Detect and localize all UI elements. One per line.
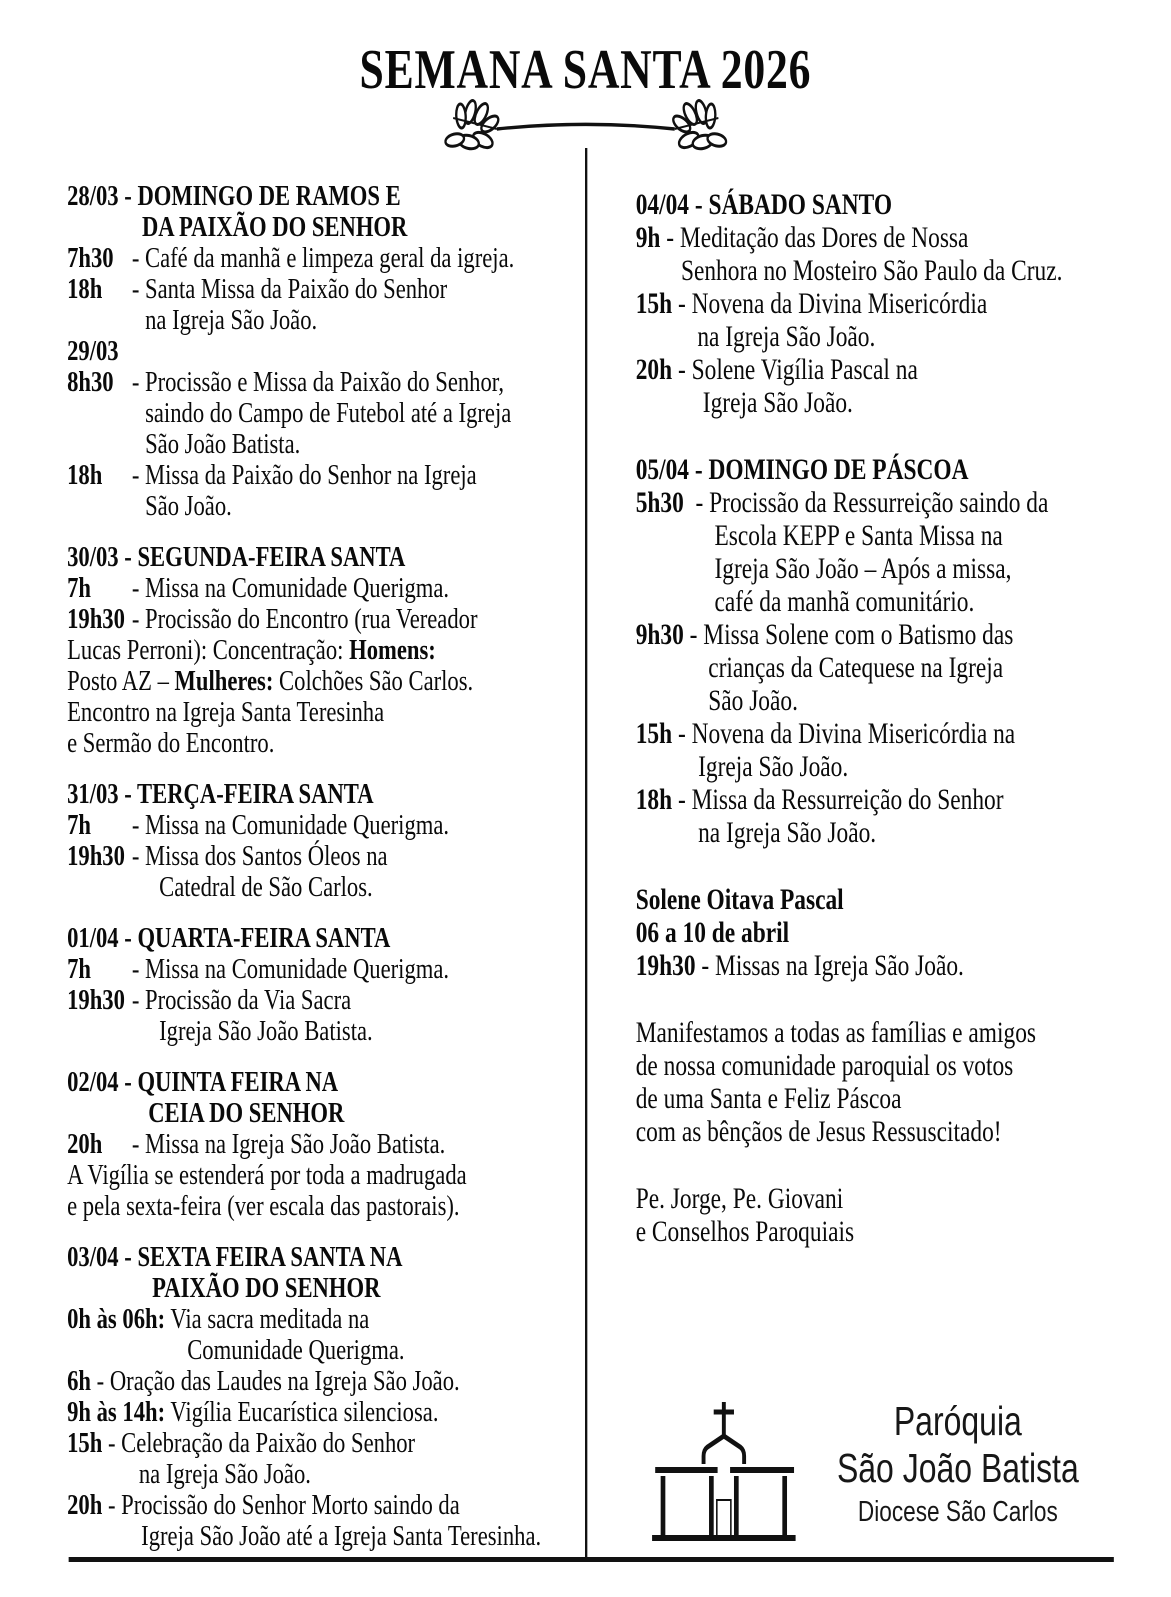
schedule-line — [67, 841, 613, 872]
schedule-line — [67, 1490, 613, 1521]
schedule-text: - Missa da Ressurreição do Senhor — [672, 783, 1004, 816]
schedule-line — [67, 1098, 613, 1129]
schedule-block — [67, 1067, 613, 1222]
schedule-line — [67, 697, 613, 728]
schedule-line — [67, 1428, 613, 1459]
schedule-line — [636, 684, 1171, 717]
schedule-time-or-heading: 7h30 — [67, 242, 114, 274]
schedule-line — [636, 320, 1171, 353]
schedule-line — [636, 1215, 1171, 1248]
schedule-text: saindo do Campo de Futebol até a Igreja — [145, 397, 512, 429]
schedule-text: Senhora no Mosteiro São Paulo da Cruz. — [680, 254, 1063, 287]
schedule-text: café da manhã comunitário. — [714, 585, 975, 618]
schedule-text: - Novena da Divina Misericórdia — [672, 287, 988, 320]
schedule-block — [67, 181, 613, 522]
schedule-time-or-heading: 02/04 - QUINTA FEIRA NA — [67, 1066, 339, 1098]
schedule-text: Igreja São João – Após a missa, — [714, 552, 1012, 585]
schedule-line — [67, 604, 613, 635]
schedule-line — [636, 552, 1171, 585]
schedule-line — [67, 573, 613, 604]
schedule-text: São João. — [708, 684, 798, 717]
schedule-text: - Café da manhã e limpeza geral da igreja. — [131, 242, 515, 274]
schedule-block — [67, 779, 613, 903]
church-icon — [646, 1396, 802, 1546]
schedule-time-or-heading: 29/03 — [67, 335, 119, 367]
bottom-rule-line — [69, 1557, 1114, 1562]
schedule-text: A Vigília se estenderá por toda a madrugada — [67, 1159, 467, 1191]
parish-name-line2: São João Batista — [836, 1445, 1079, 1491]
schedule-text: - Missa na Comunidade Querigma. — [131, 572, 450, 604]
schedule-block — [67, 542, 613, 759]
schedule-block — [67, 923, 613, 1047]
schedule-line — [67, 954, 613, 985]
schedule-time-or-heading: 15h — [635, 717, 673, 750]
schedule-time-or-heading: 9h — [635, 221, 661, 254]
schedule-time-or-heading: 19h30 — [67, 840, 125, 872]
schedule-text: - Missa Solene com o Batismo das — [683, 618, 1014, 651]
schedule-block — [636, 188, 1171, 419]
schedule-text: - Missa na Comunidade Querigma. — [131, 953, 450, 985]
schedule-line — [67, 923, 613, 954]
schedule-line — [636, 816, 1171, 849]
schedule-text: São João Batista. — [145, 428, 301, 460]
schedule-line — [636, 287, 1171, 320]
schedule-line — [636, 519, 1171, 552]
schedule-block — [636, 1182, 1171, 1248]
schedule-time-or-heading: 7h — [67, 809, 91, 841]
schedule-line — [636, 453, 1171, 486]
schedule-time-or-heading: 7h — [67, 572, 91, 604]
schedule-text: Igreja São João Batista. — [159, 1015, 373, 1047]
schedule-text: de uma Santa e Feliz Páscoa — [635, 1082, 902, 1115]
schedule-block — [636, 453, 1171, 849]
schedule-text: - Procissão do Encontro (rua Vereador — [131, 603, 478, 635]
schedule-time-or-heading: 9h às 14h: — [67, 1396, 166, 1428]
schedule-time-or-heading: 20h — [67, 1128, 103, 1160]
schedule-line — [636, 353, 1171, 386]
schedule-time-or-heading: 03/04 - SEXTA FEIRA SANTA NA — [67, 1241, 403, 1273]
schedule-text: Escola KEPP e Santa Missa na — [714, 519, 1003, 552]
schedule-line — [67, 1273, 613, 1304]
schedule-line — [67, 243, 613, 274]
schedule-line — [67, 491, 613, 522]
schedule-line — [636, 949, 1171, 982]
schedule-column-left — [67, 181, 613, 1552]
schedule-text: - Meditação das Dores de Nossa — [660, 221, 969, 254]
schedule-line — [67, 212, 613, 243]
schedule-text: na Igreja São João. — [697, 320, 876, 353]
schedule-time-or-heading: PAIXÃO DO SENHOR — [152, 1272, 381, 1304]
schedule-time-or-heading: 18h — [67, 273, 103, 305]
parish-logo — [646, 1390, 1130, 1550]
page-title: SEMANA SANTA 2026 — [359, 39, 812, 101]
schedule-line — [67, 1016, 613, 1047]
schedule-time-or-heading: 8h30 — [67, 366, 114, 398]
schedule-text: na Igreja São João. — [138, 1458, 311, 1490]
schedule-text: crianças da Catequese na Igreja — [708, 651, 1004, 684]
schedule-time-or-heading: 04/04 - SÁBADO SANTO — [635, 188, 893, 221]
schedule-text: Igreja São João. — [702, 386, 853, 419]
schedule-line — [67, 274, 613, 305]
schedule-line — [636, 188, 1171, 221]
schedule-line — [67, 398, 613, 429]
schedule-time-or-heading: Solene Oitava Pascal — [635, 883, 844, 916]
schedule-text: Catedral de São Carlos. — [159, 871, 373, 903]
schedule-time-or-heading: 19h30 — [67, 603, 125, 635]
schedule-line — [67, 1067, 613, 1098]
schedule-line — [67, 1191, 613, 1222]
schedule-text: Colchões São Carlos. — [273, 665, 474, 697]
schedule-text: e pela sexta-feira (ver escala das pastorais). — [67, 1190, 460, 1222]
schedule-time-or-heading: Homens: — [349, 634, 436, 666]
schedule-line — [67, 779, 613, 810]
schedule-line — [67, 1304, 613, 1335]
schedule-time-or-heading: 20h — [67, 1489, 103, 1521]
schedule-line — [636, 585, 1171, 618]
schedule-line — [636, 783, 1171, 816]
schedule-text: - Solene Vigília Pascal na — [672, 353, 918, 386]
schedule-text: e Sermão do Encontro. — [67, 727, 275, 759]
schedule-text: - Missa dos Santos Óleos na — [131, 840, 388, 872]
schedule-text: Via sacra meditada na — [165, 1303, 370, 1335]
schedule-time-or-heading: CEIA DO SENHOR — [148, 1097, 345, 1129]
schedule-text: Vigília Eucarística silenciosa. — [165, 1396, 439, 1428]
schedule-line — [67, 429, 613, 460]
schedule-time-or-heading: 28/03 - DOMINGO DE RAMOS E — [67, 180, 401, 212]
schedule-time-or-heading: 18h — [67, 459, 103, 491]
schedule-time-or-heading: 19h30 — [635, 949, 696, 982]
schedule-line — [67, 985, 613, 1016]
schedule-text: com as bênçãos de Jesus Ressuscitado! — [635, 1115, 1002, 1148]
schedule-line — [636, 386, 1171, 419]
parish-name-line1: Paróquia — [893, 1398, 1022, 1444]
schedule-text: Posto AZ – — [67, 665, 175, 697]
schedule-text: Encontro na Igreja Santa Teresinha — [67, 696, 385, 728]
schedule-text: Igreja São João até a Igreja Santa Teresinha. — [141, 1520, 542, 1552]
schedule-text: - Missa na Igreja São João Batista. — [131, 1128, 446, 1160]
schedule-line — [636, 1115, 1171, 1148]
schedule-line — [67, 1129, 613, 1160]
schedule-time-or-heading: 7h — [67, 953, 91, 985]
schedule-line — [636, 1082, 1171, 1115]
schedule-line — [636, 1016, 1171, 1049]
schedule-line — [67, 1397, 613, 1428]
schedule-block — [67, 1242, 613, 1552]
schedule-line — [67, 728, 613, 759]
schedule-line — [67, 635, 613, 666]
schedule-time-or-heading: 5h30 — [635, 486, 684, 519]
schedule-time-or-heading: 9h30 — [635, 618, 684, 651]
schedule-text: - Missa na Comunidade Querigma. — [131, 809, 450, 841]
schedule-line — [67, 1242, 613, 1273]
schedule-time-or-heading: 15h — [67, 1427, 103, 1459]
schedule-block — [636, 1016, 1171, 1148]
schedule-time-or-heading: 05/04 - DOMINGO DE PÁSCOA — [635, 453, 969, 486]
schedule-line — [636, 221, 1171, 254]
schedule-text: e Conselhos Paroquiais — [635, 1215, 855, 1248]
schedule-line — [636, 1182, 1171, 1215]
schedule-line — [67, 810, 613, 841]
schedule-line — [67, 336, 613, 367]
schedule-line — [636, 883, 1171, 916]
schedule-line — [636, 618, 1171, 651]
schedule-text: Comunidade Querigma. — [187, 1334, 405, 1366]
schedule-time-or-heading: 31/03 - TERÇA-FEIRA SANTA — [67, 778, 374, 810]
schedule-column-right — [636, 188, 1171, 1248]
schedule-time-or-heading: Mulheres: — [174, 665, 274, 697]
schedule-line — [67, 542, 613, 573]
parish-logo-text — [802, 1398, 1114, 1532]
schedule-text: - Santa Missa da Paixão do Senhor — [131, 273, 448, 305]
schedule-line — [67, 460, 613, 491]
schedule-text: Igreja São João. — [698, 750, 849, 783]
schedule-line — [636, 916, 1171, 949]
schedule-text: - Novena da Divina Misericórdia na — [672, 717, 1016, 750]
schedule-line — [67, 1366, 613, 1397]
schedule-line — [636, 486, 1171, 519]
schedule-line — [67, 305, 613, 336]
schedule-time-or-heading: 01/04 - QUARTA-FEIRA SANTA — [67, 922, 391, 954]
schedule-line — [636, 651, 1171, 684]
schedule-line — [67, 1335, 613, 1366]
schedule-text: - Procissão da Via Sacra — [131, 984, 352, 1016]
schedule-line — [636, 1049, 1171, 1082]
schedule-text: - Missas na Igreja São João. — [695, 949, 964, 982]
schedule-line — [67, 181, 613, 212]
diocese-name: Diocese São Carlos — [857, 1496, 1058, 1528]
schedule-line — [636, 717, 1171, 750]
schedule-line — [636, 750, 1171, 783]
schedule-text: - Procissão da Ressurreição saindo da — [683, 486, 1049, 519]
schedule-time-or-heading: 06 a 10 de abril — [635, 916, 790, 949]
schedule-text: São João. — [145, 490, 232, 522]
schedule-line — [636, 254, 1171, 287]
schedule-time-or-heading: 18h — [635, 783, 673, 816]
schedule-time-or-heading: 20h — [635, 353, 673, 386]
schedule-text: - Celebração da Paixão do Senhor — [102, 1427, 416, 1459]
schedule-block — [636, 883, 1171, 982]
schedule-text: Pe. Jorge, Pe. Giovani — [635, 1182, 844, 1215]
schedule-time-or-heading: 30/03 - SEGUNDA-FEIRA SANTA — [67, 541, 406, 573]
schedule-text: - Procissão e Missa da Paixão do Senhor, — [131, 366, 505, 398]
schedule-text: - Missa da Paixão do Senhor na Igreja — [131, 459, 477, 491]
schedule-time-or-heading: DA PAIXÃO DO SENHOR — [141, 211, 408, 243]
schedule-text: Lucas Perroni): Concentração: — [67, 634, 350, 666]
schedule-line — [67, 872, 613, 903]
schedule-text: na Igreja São João. — [698, 816, 877, 849]
schedule-time-or-heading: 15h — [635, 287, 673, 320]
schedule-text: - Oração das Laudes na Igreja São João. — [90, 1365, 460, 1397]
schedule-text: Manifestamos a todas as famílias e amigos — [635, 1016, 1037, 1049]
schedule-text: de nossa comunidade paroquial os votos — [635, 1049, 1014, 1082]
schedule-time-or-heading: 6h — [67, 1365, 91, 1397]
schedule-line — [67, 367, 613, 398]
schedule-line — [67, 666, 613, 697]
schedule-line — [67, 1521, 613, 1552]
schedule-time-or-heading: 0h às 06h: — [67, 1303, 166, 1335]
schedule-line — [67, 1160, 613, 1191]
schedule-text: - Procissão do Senhor Morto saindo da — [102, 1489, 460, 1521]
schedule-text: na Igreja São João. — [145, 304, 318, 336]
schedule-line — [67, 1459, 613, 1490]
schedule-time-or-heading: 19h30 — [67, 984, 125, 1016]
